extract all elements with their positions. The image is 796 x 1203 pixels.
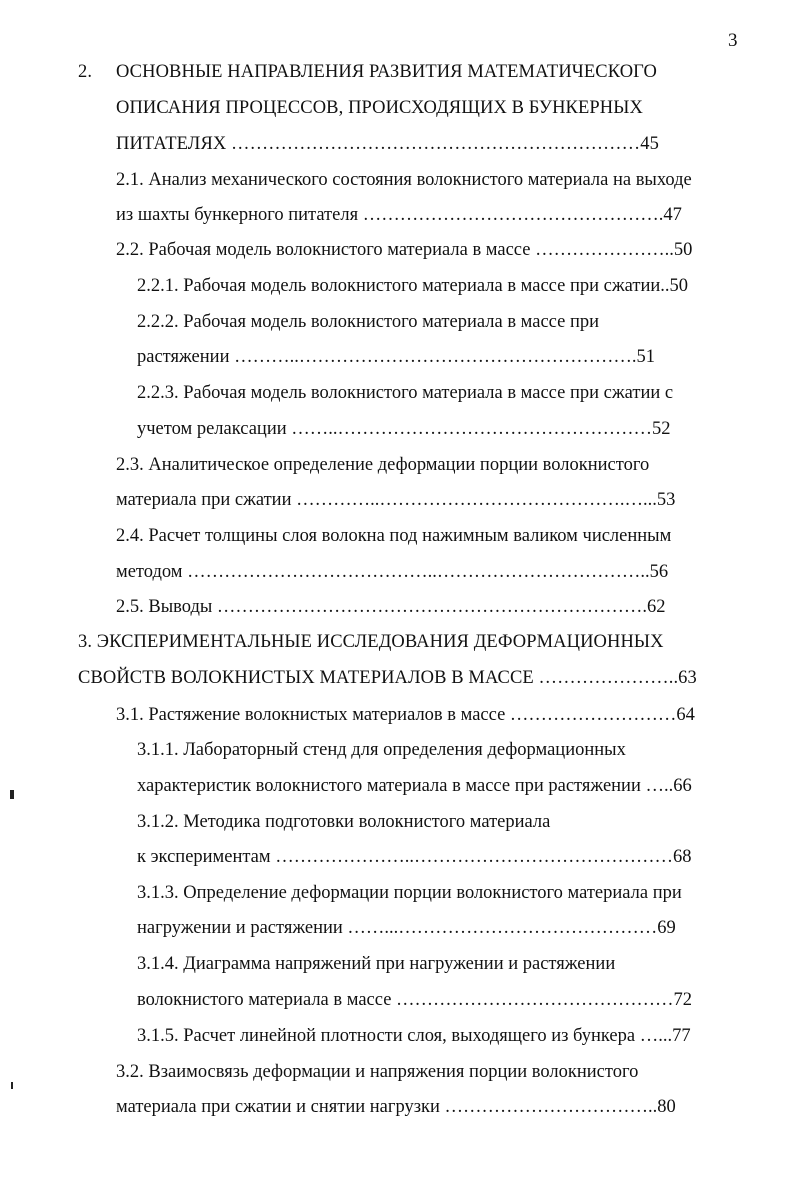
toc-entry-3-line2: СВОЙСТВ ВОЛОКНИСТЫХ МАТЕРИАЛОВ В МАССЕ …………………..63 (78, 668, 697, 688)
toc-entry-2-3-line2: материала при сжатии …………..………………………………….…...53 (116, 490, 676, 510)
scan-mark (10, 790, 14, 799)
toc-entry-2-1-line1: 2.1. Анализ механического состояния волокнистого материала на выходе (116, 170, 692, 190)
toc-entry-2-title-line3: ПИТАТЕЛЯХ …………………………………………………………45 (116, 134, 659, 154)
toc-entry-2-2-1-line1: 2.2.1. Рабочая модель волокнистого материала в массе при сжатии..50 (137, 276, 688, 296)
toc-entry-3-1-4-line2: волокнистого материала в массе ………………………………………72 (137, 990, 693, 1010)
toc-entry-2-1-line2: из шахты бункерного питателя ………………………………………….47 (116, 205, 682, 225)
toc-entry-2-2-3-line1: 2.2.3. Рабочая модель волокнистого материала в массе при сжатии с (137, 383, 674, 403)
toc-entry-3-1-3-line1: 3.1.3. Определение деформации порции волокнистого материала при (137, 883, 682, 903)
toc-entry-2-2-2-line1: 2.2.2. Рабочая модель волокнистого материала в массе при (137, 312, 600, 332)
toc-entry-3-1-5-line1: 3.1.5. Расчет линейной плотности слоя, выходящего из бункера …...77 (137, 1026, 691, 1046)
toc-entry-2-number: 2. (78, 62, 93, 82)
toc-entry-3-1-4-line1: 3.1.4. Диаграмма напряжений при нагружении и растяжении (137, 954, 616, 974)
toc-entry-2-title-line1: ОСНОВНЫЕ НАПРАВЛЕНИЯ РАЗВИТИЯ МАТЕМАТИЧЕСКОГО (116, 62, 657, 82)
toc-entry-3-1-1-line1: 3.1.1. Лабораторный стенд для определения деформационных (137, 740, 626, 760)
toc-entry-3-2-line1: 3.2. Взаимосвязь деформации и напряжения порции волокнистого (116, 1062, 639, 1082)
toc-entry-2-3-line1: 2.3. Аналитическое определение деформации порции волокнистого (116, 455, 650, 475)
toc-entry-2-4-line2: методом …………………………………..……………………………..56 (116, 562, 669, 582)
toc-entry-3-1-2-line2: к экспериментам …………………..……………………………………68 (137, 847, 692, 867)
page-number: 3 (728, 30, 738, 51)
toc-entry-3-1-1-line2: характеристик волокнистого материала в массе при растяжении …..66 (137, 776, 692, 796)
toc-entry-3-line1: 3. ЭКСПЕРИМЕНТАЛЬНЫЕ ИССЛЕДОВАНИЯ ДЕФОРМАЦИОННЫХ (78, 632, 664, 652)
toc-entry-2-4-line1: 2.4. Расчет толщины слоя волокна под нажимным валиком численным (116, 526, 672, 546)
toc-entry-2-5-line1: 2.5. Выводы …………………………………………………………….62 (116, 597, 666, 617)
toc-entry-3-1-3-line2: нагружении и растяжении ……...……………………………………69 (137, 918, 676, 938)
toc-entry-2-2-2-line2: растяжении ………..……………………………………………….51 (137, 347, 655, 367)
toc-entry-3-2-line2: материала при сжатии и снятии нагрузки ……………………………..80 (116, 1097, 676, 1117)
toc-entry-3-1-line1: 3.1. Растяжение волокнистых материалов в массе ………………………64 (116, 705, 695, 725)
toc-entry-2-2-line1: 2.2. Рабочая модель волокнистого материала в массе …………………..50 (116, 240, 693, 260)
toc-entry-2-2-3-line2: учетом релаксации ……..……………………………………………52 (137, 419, 671, 439)
toc-entry-2-title-line2: ОПИСАНИЯ ПРОЦЕССОВ, ПРОИСХОДЯЩИХ В БУНКЕРНЫХ (116, 98, 643, 118)
scan-mark (11, 1082, 13, 1089)
toc-entry-3-1-2-line1: 3.1.2. Методика подготовки волокнистого материала (137, 812, 551, 832)
